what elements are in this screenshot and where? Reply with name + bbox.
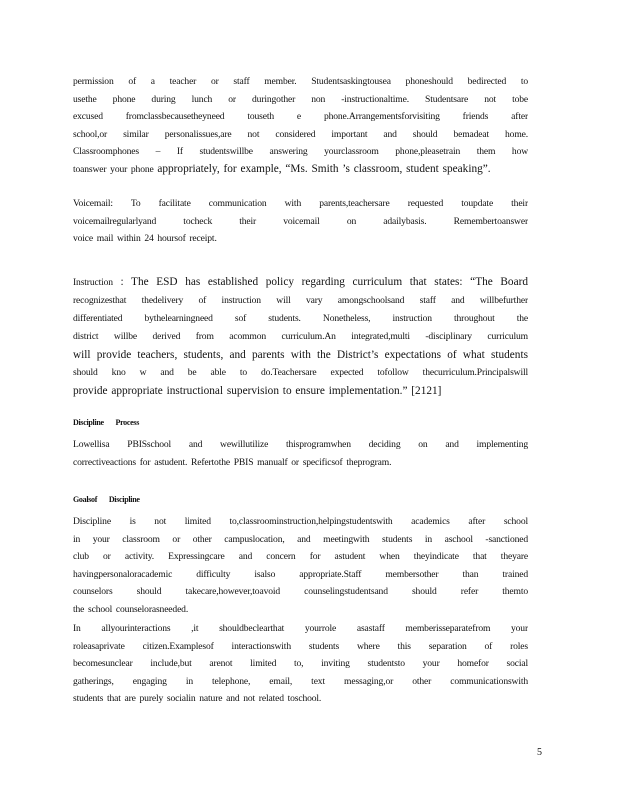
- text-line: school,or similar personalissues,are not considered important and should bemadeat home.: [73, 128, 528, 140]
- section-heading-discipline-process: Discipline Process: [73, 418, 140, 427]
- text-line: recognizesthat thedelivery of instruction will vary amongschoolsand staff and willbefurther: [73, 295, 528, 306]
- text-line: provide appropriate instructional supervision to ensure implementation.” [2121]: [73, 385, 442, 397]
- text-line: permission of a teacher or staff member. Studentsaskingtousea phoneshould bedirected to: [73, 76, 528, 87]
- paragraph-discipline-process: [73, 436, 528, 471]
- text-run: Instruction: [73, 277, 121, 288]
- text-line: the school counselorasneeded.: [73, 603, 189, 615]
- text-line: correctiveactions for astudent. Refertothe PBIS manualf or specificsof theprogram.: [73, 456, 392, 468]
- text-line: usethe phone during lunch or duringother non -instructionaltime. Studentsare not tobe: [73, 93, 528, 105]
- text-line: Voicemail: To facilitate communication with parents,teachersare requested toupdate their: [73, 198, 528, 209]
- section-heading-goals: Goalsof Discipline: [73, 495, 140, 504]
- text-line: havingpersonaloracademic difficulty isalso appropriate.Staff membersother than trained: [73, 568, 528, 580]
- text-line: club or activity. Expressingcare and concern for astudent when theyindicate that theyare: [73, 551, 528, 563]
- text-line: counselors should takecare,however,toavoid counselingstudentsand should refer themto: [73, 586, 528, 598]
- text-line: Lowellisa PBISschool and wewillutilize thisprogramwhen deciding on and implementing: [73, 439, 528, 450]
- text-line: Classroomphones – If studentswillbe answering yourclassroom phone,pleasetrain them how: [73, 146, 528, 157]
- text-line: gatherings, engaging in telephone, email, text messaging,or other communicationswith: [73, 675, 528, 687]
- text-line: should kno w and be able to do.Teachersare expected tofollow thecurriculum.Principalswill: [73, 367, 528, 378]
- text-line: excused fromclassbecausetheyneed touseth e phone.Arrangementsforvisiting friends after: [73, 111, 528, 122]
- text-line: voicemailregularlyand tocheck their voicemail on adailybasis. Remembertoanswer: [73, 215, 528, 227]
- text-line: will provide teachers, students, and parents with the District’s expectations of what students: [73, 349, 528, 361]
- text-line: in your classroom or other campuslocation, and meetingwith students in aschool -sanctioned: [73, 533, 528, 545]
- text-line: roleasaprivate citizen.Examplesof interactionswith students where this separation of roles: [73, 640, 528, 652]
- text-line: In allyourinteractions ,it shouldbeclearthat yourrole asastaff memberisseparatefrom your: [73, 623, 528, 634]
- text-line: district willbe derived from acommon curriculum.An integrated,multi -disciplinary curriculum: [73, 331, 528, 342]
- text-run: : The ESD has established policy regarding curriculum that states: “The Board: [120, 276, 528, 288]
- page-number: 5: [537, 747, 542, 758]
- text-line: becomesunclear include,but arenot limited to, inviting studentsto your homefor social: [73, 658, 528, 669]
- text-line: voice mail within 24 hoursof receipt.: [73, 233, 217, 244]
- paragraph-instruction: [73, 273, 528, 400]
- paragraph-interactions: [73, 620, 528, 708]
- text-line: [73, 161, 528, 179]
- text-run: toanswer your phone: [73, 163, 158, 175]
- paragraph-permission: [73, 73, 528, 178]
- text-line: Discipline is not limited to,classroominstruction,helpingstudentswith academics after school: [73, 516, 528, 527]
- text-run: appropriately, for example, “Ms. Smith ’s classroom, student speaking”.: [157, 162, 491, 175]
- text-line: differentiated bythelearningneed sof students. Nonetheless, instruction throughout the: [73, 313, 528, 324]
- paragraph-goals: [73, 513, 528, 619]
- paragraph-voicemail: [73, 195, 528, 248]
- text-line: [73, 273, 528, 292]
- text-line: students that are purely socialin nature and not related toschool.: [73, 693, 322, 704]
